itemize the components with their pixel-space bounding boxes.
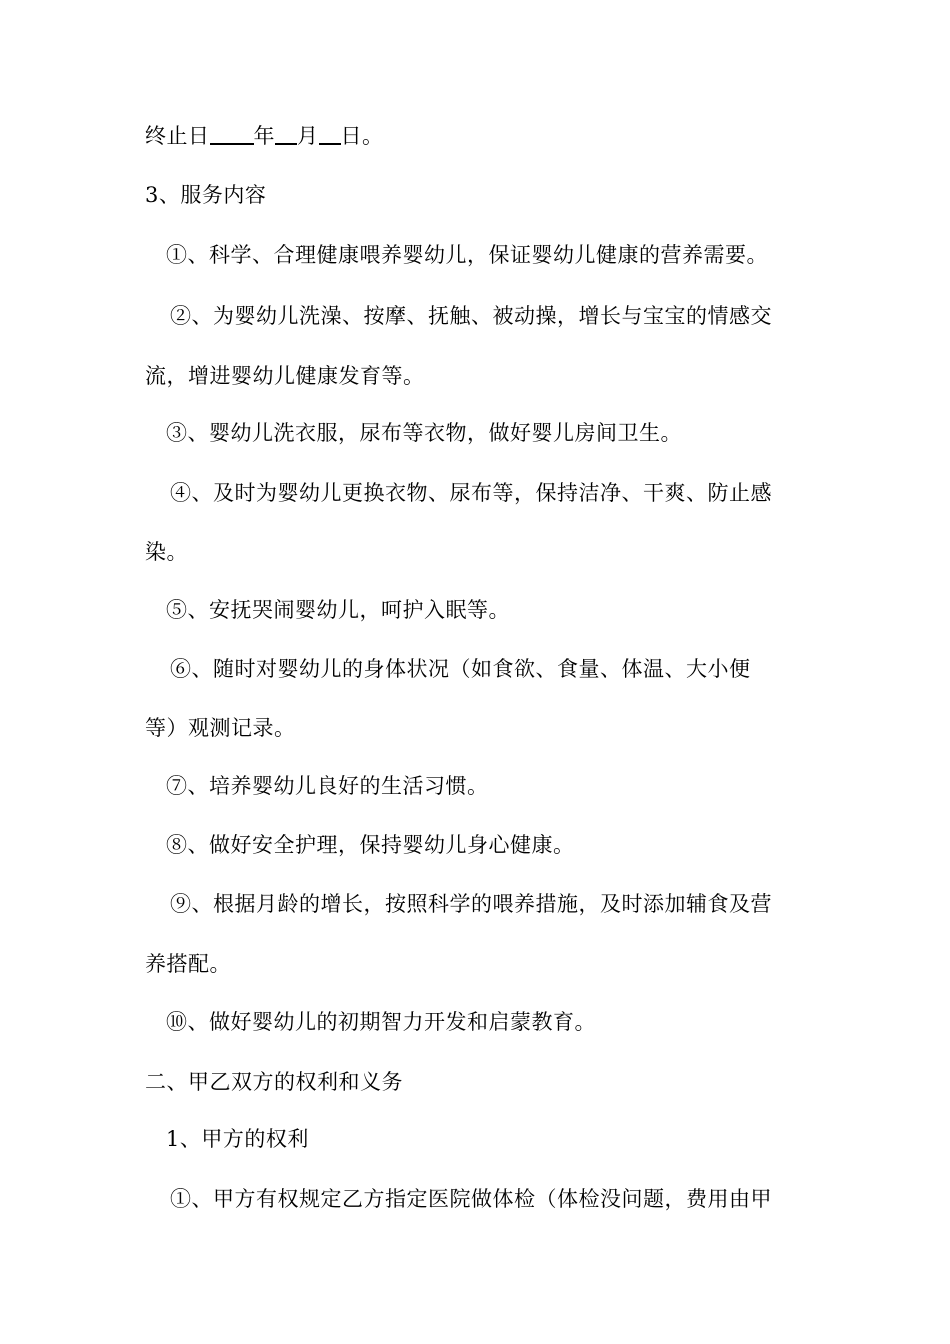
section-heading-rights-obligations: 二、甲乙双方的权利和义务: [145, 1070, 403, 1094]
section-heading-service-content: 3、服务内容: [145, 183, 267, 207]
paragraph-item-8: ⑧、做好安全护理，保持婴幼儿身心健康。: [166, 833, 575, 857]
month-blank: [275, 123, 297, 145]
year-blank: [210, 123, 254, 145]
day-blank: [319, 123, 341, 145]
day-label: 日。: [340, 124, 384, 148]
paragraph-item-2-continued: 流，增进婴幼儿健康发育等。: [145, 364, 425, 388]
end-date-prefix: 终止日: [145, 124, 210, 148]
paragraph-item-3: ③、婴幼儿洗衣服，尿布等衣物，做好婴儿房间卫生。: [166, 421, 682, 445]
paragraph-item-10: ⑩、做好婴幼儿的初期智力开发和启蒙教育。: [166, 1010, 596, 1034]
end-date-line: [145, 122, 815, 150]
paragraph-item-9: ⑨、根据月龄的增长，按照科学的喂养措施，及时添加辅食及营: [170, 892, 772, 916]
paragraph-item-7: ⑦、培养婴幼儿良好的生活习惯。: [166, 774, 489, 798]
year-label: 年: [253, 124, 275, 148]
paragraph-item-9-continued: 养搭配。: [145, 952, 231, 976]
paragraph-item-6-continued: 等）观测记录。: [145, 716, 296, 740]
subsection-heading-party-a-rights: 1、甲方的权利: [166, 1127, 309, 1151]
paragraph-item-1: ①、科学、合理健康喂养婴幼儿，保证婴幼儿健康的营养需要。: [166, 243, 768, 267]
paragraph-item-2: ②、为婴幼儿洗澡、按摩、抚触、被动操，增长与宝宝的情感交: [170, 304, 772, 328]
paragraph-rights-item-1: ①、甲方有权规定乙方指定医院做体检（体检没问题，费用由甲: [170, 1187, 772, 1211]
paragraph-item-5: ⑤、安抚哭闹婴幼儿，呵护入眠等。: [166, 598, 510, 622]
paragraph-item-6: ⑥、随时对婴幼儿的身体状况（如食欲、食量、体温、大小便: [170, 657, 751, 681]
paragraph-item-4-continued: 染。: [145, 540, 188, 564]
month-label: 月: [297, 124, 319, 148]
paragraph-item-4: ④、及时为婴幼儿更换衣物、尿布等，保持洁净、干爽、防止感: [170, 481, 772, 505]
